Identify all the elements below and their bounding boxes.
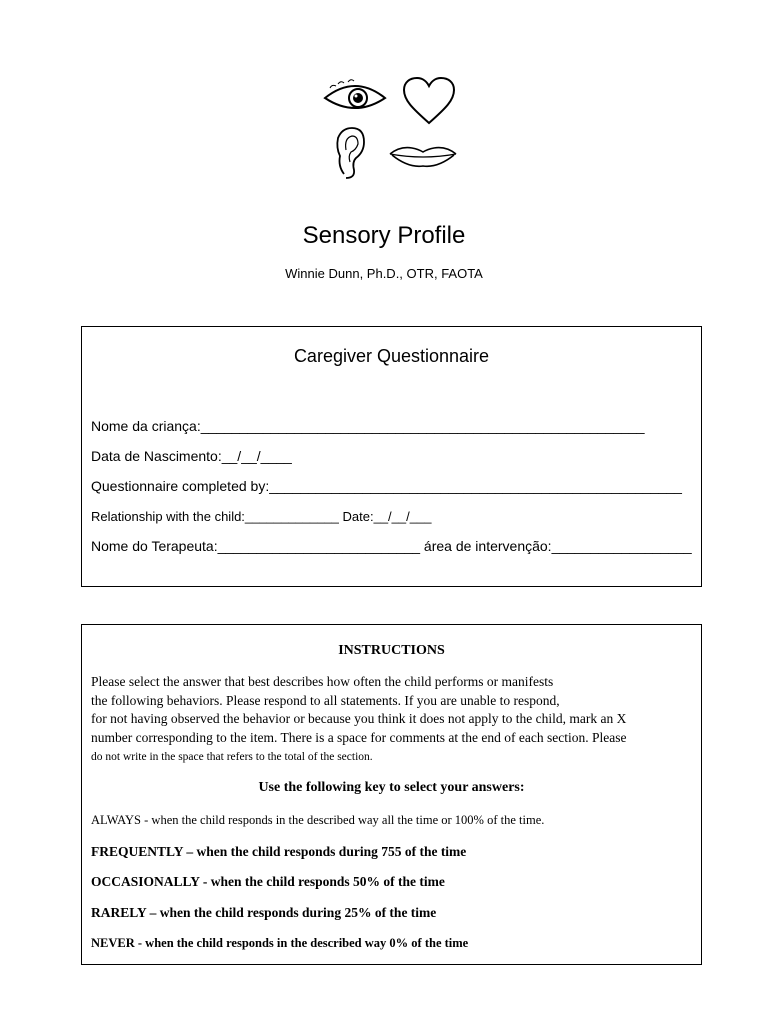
lips-icon bbox=[388, 144, 458, 168]
instructions-title: INSTRUCTIONS bbox=[338, 643, 445, 658]
instructions-line: for not having observed the behavior or because you think it does not apply to the child, mark an X bbox=[91, 711, 627, 726]
therapist-field[interactable]: Nome do Terapeuta:__________________________ área de intervenção:__________________ bbox=[91, 538, 692, 554]
relationship-field[interactable]: Relationship with the child:_____________ Date:__/__/___ bbox=[91, 509, 432, 524]
questionnaire-title: Caregiver Questionnaire bbox=[293, 346, 490, 366]
key-always: ALWAYS - when the child responds in the described way all the time or 100% of the time. bbox=[91, 813, 545, 827]
instructions-line: do not write in the space that refers to the total of the section. bbox=[91, 751, 373, 763]
child-name-field[interactable]: Nome da criança:_________________________________________________________ bbox=[91, 418, 645, 434]
sensory-icons bbox=[322, 74, 462, 180]
key-frequently: FREQUENTLY – when the child responds during 755 of the time bbox=[91, 844, 467, 859]
key-title: Use the following key to select your answers: bbox=[258, 780, 525, 795]
key-occasionally: OCCASIONALLY - when the child responds 50% of the time bbox=[91, 874, 445, 889]
key-never: NEVER - when the child responds in the described way 0% of the time bbox=[91, 936, 469, 950]
instructions-line: Please select the answer that best describes how often the child performs or manifests bbox=[91, 674, 554, 689]
ear-icon bbox=[334, 126, 368, 180]
author-credit: Winnie Dunn, Ph.D., OTR, FAOTA bbox=[285, 266, 483, 281]
instructions-line: the following behaviors. Please respond to all statements. If you are unable to respond, bbox=[91, 693, 560, 708]
instructions-box bbox=[81, 624, 702, 965]
eye-icon bbox=[322, 78, 388, 116]
page-title: Sensory Profile bbox=[302, 222, 466, 249]
instructions-line: number corresponding to the item. There is a space for comments at the end of each section. Please bbox=[91, 730, 627, 745]
heart-icon bbox=[402, 76, 456, 126]
key-rarely: RARELY – when the child responds during 25% of the time bbox=[91, 905, 437, 920]
birth-date-field[interactable]: Data de Nascimento:__/__/____ bbox=[91, 448, 292, 464]
completed-by-field[interactable]: Questionnaire completed by:_____________________________________________________ bbox=[91, 478, 682, 494]
questionnaire-box bbox=[81, 326, 702, 587]
